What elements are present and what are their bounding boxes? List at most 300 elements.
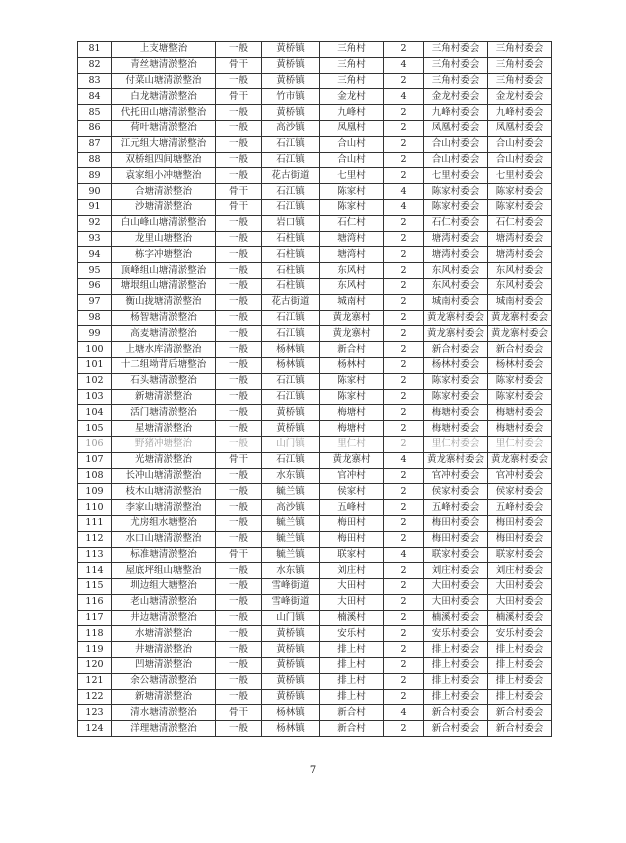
table-row — [78, 263, 552, 279]
cell-project: 上塘水库清淤整治 — [112, 342, 216, 358]
cell-owner: 东风村委会 — [424, 278, 488, 294]
cell-village: 官冲村 — [320, 468, 384, 484]
cell-manager: 安乐村委会 — [488, 626, 552, 642]
cell-no: 95 — [78, 263, 112, 279]
table-row — [78, 626, 552, 642]
cell-manager: 梅塘村委会 — [488, 421, 552, 437]
cell-village: 黄龙寨村 — [320, 326, 384, 342]
cell-town: 毓兰镇 — [262, 484, 320, 500]
cell-owner: 陈家村委会 — [424, 199, 488, 215]
cell-category: 一般 — [216, 294, 262, 310]
cell-village: 九峰村 — [320, 105, 384, 121]
cell-owner: 刘庄村委会 — [424, 563, 488, 579]
table-row — [78, 579, 552, 595]
cell-count: 2 — [384, 247, 424, 263]
cell-town: 石柱镇 — [262, 247, 320, 263]
cell-category: 一般 — [216, 278, 262, 294]
cell-town: 石柱镇 — [262, 231, 320, 247]
cell-project: 青丝塘清淤整治 — [112, 57, 216, 73]
cell-owner: 排上村委会 — [424, 673, 488, 689]
cell-project: 付菜山塘清淤整治 — [112, 73, 216, 89]
cell-category: 一般 — [216, 721, 262, 737]
cell-project: 清水塘清淤整治 — [112, 705, 216, 721]
cell-count: 2 — [384, 357, 424, 373]
cell-count: 4 — [384, 705, 424, 721]
cell-manager: 陈家村委会 — [488, 373, 552, 389]
cell-owner: 新合村委会 — [424, 721, 488, 737]
cell-owner: 石仁村委会 — [424, 215, 488, 231]
cell-no: 109 — [78, 484, 112, 500]
cell-no: 117 — [78, 610, 112, 626]
cell-manager: 陈家村委会 — [488, 389, 552, 405]
cell-village: 侯家村 — [320, 484, 384, 500]
cell-project: 代托田山塘清淤整治 — [112, 105, 216, 121]
cell-category: 骨干 — [216, 184, 262, 200]
cell-category: 骨干 — [216, 452, 262, 468]
cell-category: 骨干 — [216, 199, 262, 215]
cell-village: 排上村 — [320, 673, 384, 689]
table-row — [78, 452, 552, 468]
cell-town: 竹市镇 — [262, 89, 320, 105]
cell-count: 2 — [384, 342, 424, 358]
cell-no: 93 — [78, 231, 112, 247]
cell-village: 城南村 — [320, 294, 384, 310]
table-row — [78, 531, 552, 547]
cell-owner: 黄龙寨村委会 — [424, 452, 488, 468]
cell-village: 合山村 — [320, 152, 384, 168]
cell-category: 一般 — [216, 658, 262, 674]
cell-village: 大田村 — [320, 579, 384, 595]
table-row — [78, 199, 552, 215]
cell-count: 2 — [384, 105, 424, 121]
cell-category: 骨干 — [216, 547, 262, 563]
table-row — [78, 120, 552, 136]
cell-no: 106 — [78, 436, 112, 452]
cell-count: 2 — [384, 310, 424, 326]
cell-village: 梅塘村 — [320, 405, 384, 421]
cell-count: 2 — [384, 468, 424, 484]
cell-count: 2 — [384, 42, 424, 58]
cell-owner: 排上村委会 — [424, 689, 488, 705]
cell-village: 陈家村 — [320, 184, 384, 200]
cell-no: 84 — [78, 89, 112, 105]
cell-village: 里仁村 — [320, 436, 384, 452]
cell-count: 2 — [384, 263, 424, 279]
cell-town: 毓兰镇 — [262, 515, 320, 531]
cell-manager: 杨林村委会 — [488, 357, 552, 373]
table-row — [78, 342, 552, 358]
cell-count: 2 — [384, 721, 424, 737]
cell-village: 新合村 — [320, 721, 384, 737]
table-row — [78, 610, 552, 626]
cell-owner: 陈家村委会 — [424, 373, 488, 389]
cell-village: 刘庄村 — [320, 563, 384, 579]
cell-no: 116 — [78, 594, 112, 610]
cell-count: 2 — [384, 563, 424, 579]
cell-owner: 侯家村委会 — [424, 484, 488, 500]
cell-project: 顶峰组山塘清淤整治 — [112, 263, 216, 279]
cell-town: 黄桥镇 — [262, 689, 320, 705]
table-row — [78, 294, 552, 310]
cell-village: 东风村 — [320, 278, 384, 294]
cell-town: 黄桥镇 — [262, 73, 320, 89]
cell-no: 98 — [78, 310, 112, 326]
cell-manager: 东风村委会 — [488, 263, 552, 279]
cell-owner: 塘湾村委会 — [424, 231, 488, 247]
table-row — [78, 405, 552, 421]
cell-manager: 新合村委会 — [488, 721, 552, 737]
cell-category: 一般 — [216, 136, 262, 152]
cell-category: 一般 — [216, 531, 262, 547]
cell-category: 一般 — [216, 626, 262, 642]
cell-town: 毓兰镇 — [262, 531, 320, 547]
cell-village: 陈家村 — [320, 389, 384, 405]
cell-count: 2 — [384, 689, 424, 705]
cell-village: 陈家村 — [320, 373, 384, 389]
cell-project: 标准塘清淤整治 — [112, 547, 216, 563]
table-row — [78, 215, 552, 231]
cell-manager: 七里村委会 — [488, 168, 552, 184]
cell-owner: 新合村委会 — [424, 705, 488, 721]
cell-count: 2 — [384, 626, 424, 642]
cell-count: 2 — [384, 215, 424, 231]
cell-manager: 九峰村委会 — [488, 105, 552, 121]
cell-category: 一般 — [216, 263, 262, 279]
cell-count: 2 — [384, 658, 424, 674]
cell-village: 新合村 — [320, 342, 384, 358]
cell-project: 长冲山塘清淤整治 — [112, 468, 216, 484]
cell-owner: 黄龙寨村委会 — [424, 310, 488, 326]
table-row — [78, 136, 552, 152]
cell-village: 石仁村 — [320, 215, 384, 231]
cell-town: 高沙镇 — [262, 500, 320, 516]
cell-village: 合山村 — [320, 136, 384, 152]
cell-village: 塘湾村 — [320, 231, 384, 247]
cell-manager: 合山村委会 — [488, 136, 552, 152]
cell-category: 一般 — [216, 247, 262, 263]
cell-village: 梅田村 — [320, 515, 384, 531]
cell-owner: 合山村委会 — [424, 136, 488, 152]
cell-village: 杨林村 — [320, 357, 384, 373]
cell-count: 2 — [384, 326, 424, 342]
cell-no: 121 — [78, 673, 112, 689]
cell-manager: 陈家村委会 — [488, 184, 552, 200]
cell-owner: 黄龙寨村委会 — [424, 326, 488, 342]
cell-owner: 梅塘村委会 — [424, 421, 488, 437]
cell-project: 尤房组水塘整治 — [112, 515, 216, 531]
cell-count: 2 — [384, 389, 424, 405]
cell-category: 一般 — [216, 579, 262, 595]
cell-no: 110 — [78, 500, 112, 516]
table-row — [78, 57, 552, 73]
table-row — [78, 278, 552, 294]
cell-project: 井塘清淤整治 — [112, 642, 216, 658]
cell-manager: 联家村委会 — [488, 547, 552, 563]
cell-count: 2 — [384, 373, 424, 389]
cell-manager: 大田村委会 — [488, 594, 552, 610]
cell-project: 凹塘清淤整治 — [112, 658, 216, 674]
table-row — [78, 152, 552, 168]
cell-owner: 陈家村委会 — [424, 184, 488, 200]
cell-owner: 塘湾村委会 — [424, 247, 488, 263]
table-row — [78, 563, 552, 579]
cell-category: 一般 — [216, 152, 262, 168]
table-row — [78, 594, 552, 610]
cell-no: 118 — [78, 626, 112, 642]
cell-town: 石江镇 — [262, 199, 320, 215]
cell-count: 2 — [384, 136, 424, 152]
cell-category: 一般 — [216, 405, 262, 421]
cell-town: 石江镇 — [262, 184, 320, 200]
cell-count: 4 — [384, 57, 424, 73]
cell-manager: 侯家村委会 — [488, 484, 552, 500]
cell-manager: 三角村委会 — [488, 73, 552, 89]
cell-manager: 官冲村委会 — [488, 468, 552, 484]
cell-town: 黄桥镇 — [262, 421, 320, 437]
cell-category: 骨干 — [216, 89, 262, 105]
cell-manager: 三角村委会 — [488, 57, 552, 73]
cell-no: 86 — [78, 120, 112, 136]
cell-owner: 三角村委会 — [424, 42, 488, 58]
cell-project: 星塘清淤整治 — [112, 421, 216, 437]
cell-town: 杨林镇 — [262, 721, 320, 737]
cell-town: 黄桥镇 — [262, 105, 320, 121]
cell-owner: 里仁村委会 — [424, 436, 488, 452]
cell-category: 一般 — [216, 326, 262, 342]
cell-project: 杨智塘清淤整治 — [112, 310, 216, 326]
cell-no: 91 — [78, 199, 112, 215]
cell-project: 白山峰山塘清淤整治 — [112, 215, 216, 231]
cell-category: 一般 — [216, 689, 262, 705]
cell-village: 排上村 — [320, 658, 384, 674]
cell-village: 大田村 — [320, 594, 384, 610]
cell-manager: 新合村委会 — [488, 342, 552, 358]
cell-village: 三角村 — [320, 57, 384, 73]
cell-town: 石柱镇 — [262, 263, 320, 279]
cell-category: 一般 — [216, 231, 262, 247]
cell-project: 余公塘清淤整治 — [112, 673, 216, 689]
cell-town: 黄桥镇 — [262, 626, 320, 642]
cell-category: 一般 — [216, 468, 262, 484]
cell-category: 一般 — [216, 389, 262, 405]
cell-manager: 排上村委会 — [488, 673, 552, 689]
cell-manager: 新合村委会 — [488, 705, 552, 721]
cell-project: 荷叶塘清淤整治 — [112, 120, 216, 136]
cell-manager: 塘湾村委会 — [488, 247, 552, 263]
cell-project: 新塘清淤整治 — [112, 389, 216, 405]
table-row — [78, 721, 552, 737]
cell-no: 108 — [78, 468, 112, 484]
table-row — [78, 184, 552, 200]
cell-count: 2 — [384, 278, 424, 294]
cell-manager: 塘湾村委会 — [488, 231, 552, 247]
cell-category: 骨干 — [216, 705, 262, 721]
cell-no: 107 — [78, 452, 112, 468]
cell-category: 一般 — [216, 73, 262, 89]
table-row — [78, 500, 552, 516]
cell-town: 石江镇 — [262, 452, 320, 468]
table-row — [78, 673, 552, 689]
cell-village: 三角村 — [320, 42, 384, 58]
cell-owner: 七里村委会 — [424, 168, 488, 184]
cell-manager: 黄龙寨村委会 — [488, 326, 552, 342]
cell-town: 山门镇 — [262, 610, 320, 626]
cell-category: 一般 — [216, 42, 262, 58]
cell-town: 杨林镇 — [262, 342, 320, 358]
cell-owner: 五峰村委会 — [424, 500, 488, 516]
cell-town: 水东镇 — [262, 468, 320, 484]
cell-count: 2 — [384, 231, 424, 247]
cell-project: 龙里山塘整治 — [112, 231, 216, 247]
cell-category: 一般 — [216, 484, 262, 500]
cell-no: 112 — [78, 531, 112, 547]
cell-category: 一般 — [216, 610, 262, 626]
cell-project: 塘垠组山塘清淤整治 — [112, 278, 216, 294]
cell-no: 81 — [78, 42, 112, 58]
cell-village: 排上村 — [320, 689, 384, 705]
cell-project: 野猪冲塘整治 — [112, 436, 216, 452]
cell-manager: 石仁村委会 — [488, 215, 552, 231]
cell-count: 4 — [384, 199, 424, 215]
cell-manager: 梅塘村委会 — [488, 405, 552, 421]
cell-count: 2 — [384, 120, 424, 136]
cell-category: 一般 — [216, 342, 262, 358]
cell-owner: 楠溪村委会 — [424, 610, 488, 626]
cell-category: 一般 — [216, 563, 262, 579]
cell-project: 圳边组大塘整治 — [112, 579, 216, 595]
table-row — [78, 73, 552, 89]
cell-no: 83 — [78, 73, 112, 89]
cell-no: 97 — [78, 294, 112, 310]
cell-owner: 凤凰村委会 — [424, 120, 488, 136]
cell-project: 李家山塘清淤整治 — [112, 500, 216, 516]
table-row — [78, 468, 552, 484]
cell-town: 黄桥镇 — [262, 658, 320, 674]
cell-owner: 排上村委会 — [424, 658, 488, 674]
cell-project: 栋字冲塘整治 — [112, 247, 216, 263]
cell-no: 87 — [78, 136, 112, 152]
cell-town: 雪峰街道 — [262, 579, 320, 595]
cell-no: 124 — [78, 721, 112, 737]
cell-manager: 合山村委会 — [488, 152, 552, 168]
cell-no: 114 — [78, 563, 112, 579]
cell-town: 石江镇 — [262, 373, 320, 389]
cell-town: 高沙镇 — [262, 120, 320, 136]
cell-no: 89 — [78, 168, 112, 184]
cell-count: 2 — [384, 484, 424, 500]
table-row — [78, 705, 552, 721]
cell-count: 2 — [384, 515, 424, 531]
cell-town: 杨林镇 — [262, 705, 320, 721]
cell-manager: 排上村委会 — [488, 658, 552, 674]
cell-category: 一般 — [216, 642, 262, 658]
cell-no: 90 — [78, 184, 112, 200]
cell-owner: 东风村委会 — [424, 263, 488, 279]
cell-category: 一般 — [216, 421, 262, 437]
cell-project: 上支塘整治 — [112, 42, 216, 58]
cell-town: 山门镇 — [262, 436, 320, 452]
cell-manager: 东风村委会 — [488, 278, 552, 294]
cell-owner: 城南村委会 — [424, 294, 488, 310]
cell-category: 一般 — [216, 673, 262, 689]
cell-town: 石江镇 — [262, 152, 320, 168]
cell-count: 2 — [384, 594, 424, 610]
cell-town: 水东镇 — [262, 563, 320, 579]
cell-no: 123 — [78, 705, 112, 721]
cell-count: 4 — [384, 547, 424, 563]
cell-town: 杨林镇 — [262, 357, 320, 373]
cell-project: 水塘清淤整治 — [112, 626, 216, 642]
table-row — [78, 389, 552, 405]
cell-count: 2 — [384, 673, 424, 689]
table-row — [78, 42, 552, 58]
cell-count: 2 — [384, 152, 424, 168]
cell-owner: 合山村委会 — [424, 152, 488, 168]
cell-project: 水口山塘清淤整治 — [112, 531, 216, 547]
cell-town: 石江镇 — [262, 326, 320, 342]
cell-no: 120 — [78, 658, 112, 674]
cell-manager: 黄龙寨村委会 — [488, 452, 552, 468]
cell-manager: 黄龙寨村委会 — [488, 310, 552, 326]
cell-manager: 五峰村委会 — [488, 500, 552, 516]
cell-category: 一般 — [216, 436, 262, 452]
cell-no: 102 — [78, 373, 112, 389]
cell-manager: 凤凰村委会 — [488, 120, 552, 136]
cell-village: 梅塘村 — [320, 421, 384, 437]
cell-owner: 三角村委会 — [424, 73, 488, 89]
cell-count: 2 — [384, 421, 424, 437]
cell-owner: 联家村委会 — [424, 547, 488, 563]
cell-no: 85 — [78, 105, 112, 121]
cell-count: 2 — [384, 168, 424, 184]
cell-category: 一般 — [216, 168, 262, 184]
cell-no: 82 — [78, 57, 112, 73]
cell-town: 花古街道 — [262, 294, 320, 310]
table-row — [78, 658, 552, 674]
table-row — [78, 547, 552, 563]
table-row — [78, 642, 552, 658]
cell-count: 2 — [384, 642, 424, 658]
cell-owner: 安乐村委会 — [424, 626, 488, 642]
cell-village: 五峰村 — [320, 500, 384, 516]
cell-town: 花古街道 — [262, 168, 320, 184]
table-row — [78, 515, 552, 531]
cell-count: 2 — [384, 500, 424, 516]
table-row — [78, 105, 552, 121]
cell-no: 99 — [78, 326, 112, 342]
cell-owner: 杨林村委会 — [424, 357, 488, 373]
cell-count: 4 — [384, 452, 424, 468]
reservoir-project-table — [77, 41, 552, 737]
cell-project: 白龙塘清淤整治 — [112, 89, 216, 105]
cell-category: 一般 — [216, 357, 262, 373]
cell-count: 2 — [384, 405, 424, 421]
cell-manager: 刘庄村委会 — [488, 563, 552, 579]
table-row — [78, 357, 552, 373]
cell-owner: 大田村委会 — [424, 579, 488, 595]
cell-town: 黄桥镇 — [262, 57, 320, 73]
cell-owner: 梅塘村委会 — [424, 405, 488, 421]
page-number: 7 — [309, 765, 317, 776]
cell-village: 联家村 — [320, 547, 384, 563]
cell-category: 一般 — [216, 373, 262, 389]
cell-village: 金龙村 — [320, 89, 384, 105]
cell-village: 七里村 — [320, 168, 384, 184]
cell-town: 石柱镇 — [262, 278, 320, 294]
cell-project: 井边塘清淤整治 — [112, 610, 216, 626]
cell-project: 屋底坪组山塘整治 — [112, 563, 216, 579]
cell-village: 楠溪村 — [320, 610, 384, 626]
